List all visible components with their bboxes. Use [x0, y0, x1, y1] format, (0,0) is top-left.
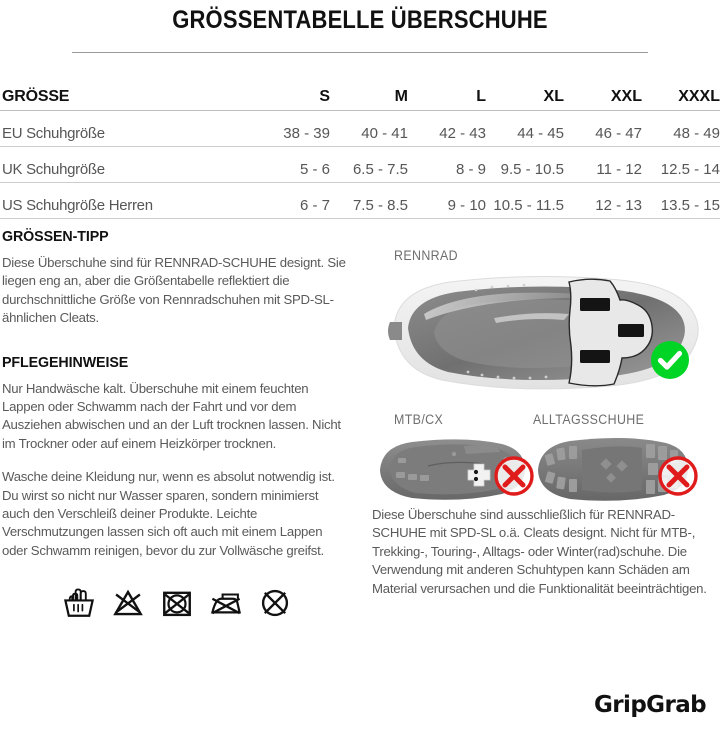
table-row: [0, 111, 720, 147]
everyday-shoe-label: ALLTAGSSCHUHE: [533, 412, 645, 427]
care-heading: PFLEGEHINWEISE: [2, 353, 129, 371]
sizing-tip-heading: GRÖSSEN-TIPP: [2, 228, 109, 245]
row-label-us: US Schuhgröße Herren: [0, 183, 252, 219]
incompatible-cross-badge-everyday: [656, 454, 700, 498]
row-label-uk: UK Schuhgröße: [0, 147, 252, 183]
section-spacer: [2, 328, 347, 354]
care-text-2: Wasche deine Kleidung nur, wenn es absolut notwendig ist. Du wirst so nicht nur Wasser sparen, sondern minimierst auch den Verschleiß deiner Produkte. Leichte Verschmutzungen lassen sich oft auch mit einem Lappen oder Schwamm reinigen, bevor du zur Vollwäsche greifst.: [2, 469, 335, 558]
cell-uk-m: 6.5 - 7.5: [330, 147, 408, 183]
row-label-eu: EU Schuhgröße: [0, 111, 252, 147]
care-symbols-row: [62, 586, 292, 620]
cell-us-l: 9 - 10: [408, 183, 486, 219]
cell-us-xxxl: 13.5 - 15: [642, 183, 720, 219]
cell-eu-s: 38 - 39: [252, 111, 330, 147]
cell-uk-xxl: 11 - 12: [564, 147, 642, 183]
cell-uk-l: 8 - 9: [408, 147, 486, 183]
cell-us-m: 7.5 - 8.5: [330, 183, 408, 219]
column-header-size: GRÖSSE: [0, 72, 252, 111]
incompatible-cross-badge-mtb: [492, 454, 536, 498]
size-chart-table: [0, 72, 720, 219]
cell-uk-s: 5 - 6: [252, 147, 330, 183]
table-row: [0, 183, 720, 219]
cell-eu-l: 42 - 43: [408, 111, 486, 147]
column-header-xl: XL: [486, 72, 564, 111]
column-header-xxxl: XXXL: [642, 72, 720, 111]
road-shoe-label: RENNRAD: [394, 248, 458, 263]
left-info-panel: [2, 228, 347, 560]
cell-us-xl: 10.5 - 11.5: [486, 183, 564, 219]
column-header-s: S: [252, 72, 330, 111]
brand-logo: GripGrab: [594, 692, 706, 718]
mtb-shoe-label: MTB/CX: [394, 412, 444, 427]
do-not-tumble-dry-icon: [160, 586, 194, 620]
cell-eu-xxxl: 48 - 49: [642, 111, 720, 147]
do-not-bleach-icon: [111, 586, 145, 620]
cell-eu-xxl: 46 - 47: [564, 111, 642, 147]
compatible-check-badge: [648, 338, 692, 382]
column-header-m: M: [330, 72, 408, 111]
title-divider: [72, 52, 648, 53]
cell-us-xxl: 12 - 13: [564, 183, 642, 219]
sizing-tip-text: Diese Überschuhe sind für RENNRAD-SCHUHE designt. Sie liegen eng an, aber die Größentabelle reflektiert die durchschnittliche Größe von Rennradschuhen mit SPD-SL-ähnlichen Cleats.: [2, 255, 346, 326]
compatibility-note: Diese Überschuhe sind ausschließlich für RENNRAD-SCHUHE mit SPD-SL o.ä. Cleats designt. Nicht für MTB-, Trekking-, Touring-, Alltags- oder Winter(rad)schuhe. Die Verwendung mit anderen Schuhtypen kann Schäden am Material verursachen und die Funktionalität beeinträchtigen.: [372, 507, 707, 596]
hand-wash-icon: [62, 586, 96, 620]
column-header-l: L: [408, 72, 486, 111]
cell-eu-xl: 44 - 45: [486, 111, 564, 147]
table-row: [0, 147, 720, 183]
table-header-row: [0, 72, 720, 111]
cell-eu-m: 40 - 41: [330, 111, 408, 147]
page-title: GRÖSSENTABELLE ÜBERSCHUHE: [172, 6, 548, 34]
cell-us-s: 6 - 7: [252, 183, 330, 219]
care-text-1: Nur Handwäsche kalt. Überschuhe mit einem feuchten Lappen oder Schwamm nach der Fahrt und vor dem Ausziehen abwischen und an der Luft trocknen lassen. Nicht im Trockner oder auf einem Heizkörper trocknen.: [2, 380, 341, 451]
column-header-xxl: XXL: [564, 72, 642, 111]
cell-uk-xxxl: 12.5 - 14: [642, 147, 720, 183]
cell-uk-xl: 9.5 - 10.5: [486, 147, 564, 183]
paragraph-spacer: [2, 453, 347, 468]
do-not-dry-clean-icon: [258, 586, 292, 620]
do-not-iron-icon: [209, 586, 243, 620]
